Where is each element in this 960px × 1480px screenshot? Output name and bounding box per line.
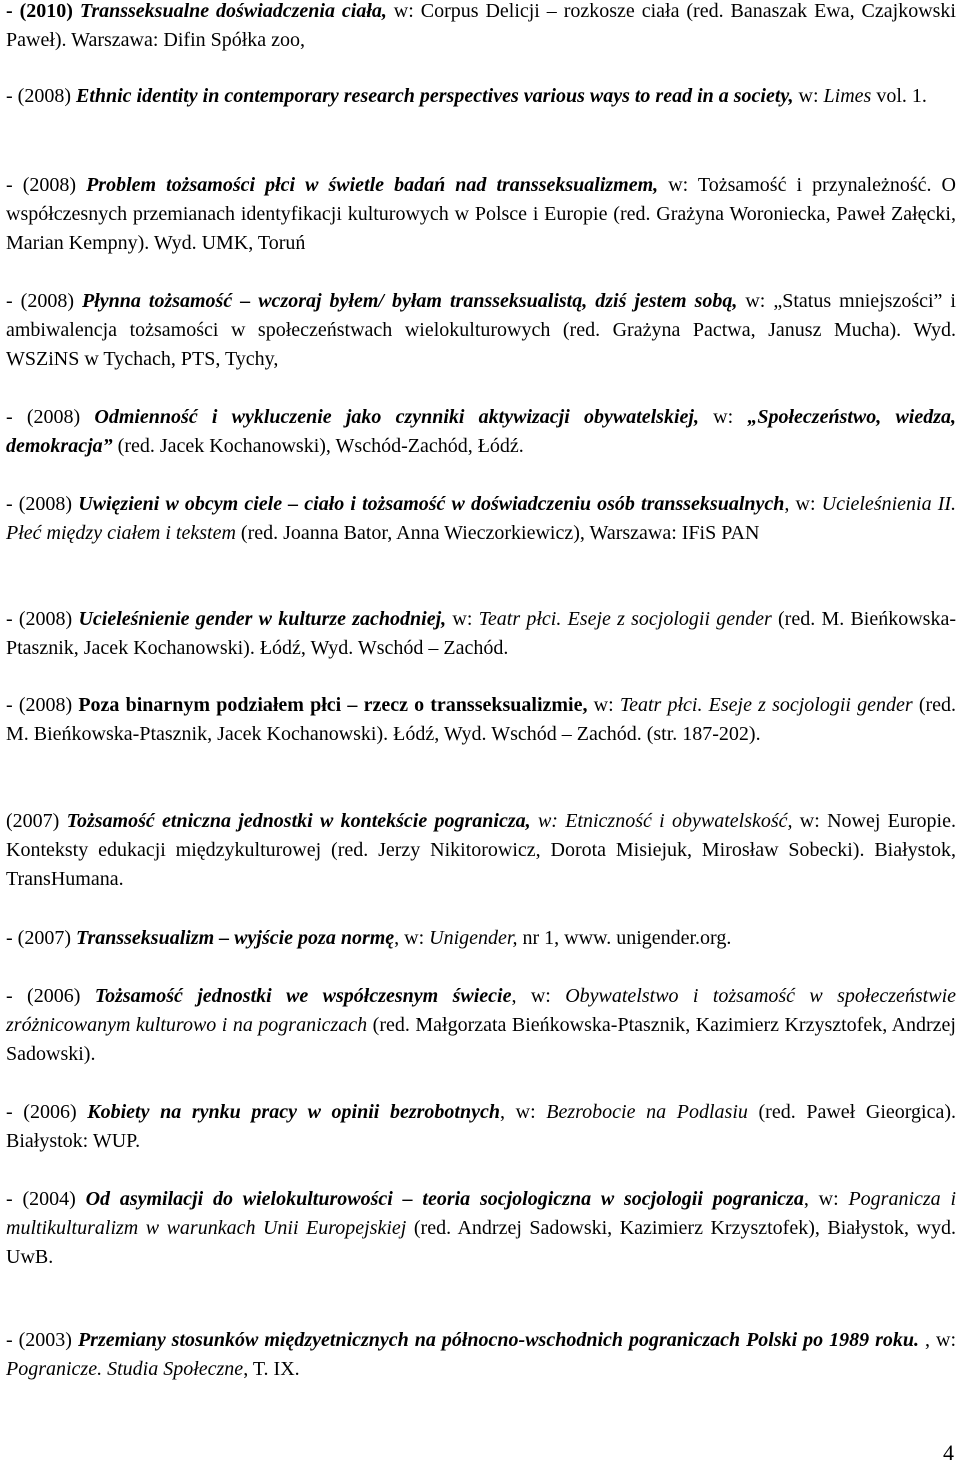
bibliography-entry — [6, 171, 956, 258]
entry-text-run: , T. IX. — [243, 1358, 300, 1380]
entry-text-run: (red. Małgorzata Bieńkowska-Ptasznik, Kazimierz Krzysztofek, Andrzej Sadowski). — [6, 1014, 956, 1065]
entry-text-run: Od asymilacji do wielokulturowości – teoria socjologiczna w socjologii pogranicza — [85, 1188, 804, 1210]
entry-text-run: w: — [793, 85, 824, 107]
bibliography-entry — [6, 982, 956, 1069]
entry-text-run: Transseksualizm – wyjście poza normę — [75, 927, 395, 949]
entry-text-run: w: Tożsamość i przynależność. O współczesnych przemianach identyfikacji kulturowych w Polsce i Europie (red. Grażyna Woroniecka, Paweł Załęcki, Marian Kempny). Wyd. UMK, Toruń — [6, 174, 956, 254]
entry-text-run: nr 1, www. unigender.org. — [517, 927, 732, 949]
bibliography-entry — [6, 490, 956, 548]
entry-text-run: - (2008) — [6, 608, 79, 630]
entry-text-run: - (2008) — [6, 290, 82, 312]
entry-text-run: Ucieleśnienia II. Płeć między ciałem i tekstem — [6, 493, 957, 544]
entry-text-run: Poza binarnym podziałem płci – rzecz o transseksualizmie, — [78, 694, 588, 716]
entry-text-run: (red. M. Bieńkowska-Ptasznik, Jacek Kochanowski). Łódź, Wyd. Wschód – Zachód. — [6, 608, 957, 659]
bibliography-entry — [6, 924, 956, 953]
entry-text-run: Płynna tożsamość – wczoraj byłem/ byłam transseksualistą, dziś jestem sobą, — [81, 290, 738, 312]
entry-text-run: Przemiany stosunków międzyetnicznych na północno-wschodnich pograniczach Polski po 1989 roku. — [77, 1329, 920, 1351]
entry-text-run: Tożsamość etniczna jednostki w kontekście pogranicza, — [66, 810, 531, 832]
bibliography-entry — [6, 1326, 956, 1384]
entry-text-run: - (2008) — [6, 493, 79, 515]
entry-text-run: - (2004) — [6, 1188, 86, 1210]
entry-text-run: Uwięzieni w obcym ciele – ciało i tożsamość w doświadczeniu osób transseksualnych — [78, 493, 785, 515]
entry-text-run: Pogranicze. Studia Społeczne — [6, 1358, 244, 1380]
entry-text-run: - (2006) — [6, 1101, 88, 1123]
entry-text-run: Tożsamość jednostki we współczesnym świecie — [94, 985, 512, 1007]
entry-text-run: - (2008) — [6, 85, 76, 107]
entry-text-run: w: Corpus Delicji – rozkosze ciała (red. Banaszak Ewa, Czajkowski Paweł). Warszawa: Difin Spółka zoo, — [6, 0, 956, 51]
entry-text-run: „Społeczeństwo, wiedza, demokracja” — [6, 406, 957, 457]
entry-text-run: w: — [587, 694, 620, 716]
entry-text-run: Transseksualne doświadczenia ciała, — [79, 0, 387, 22]
entry-text-run: (red. Joanna Bator, Anna Wieczorkiewicz), Warszawa: IFiS PAN — [235, 522, 760, 544]
entry-text-run: - (2003) — [6, 1329, 78, 1351]
bibliography-entry — [6, 1098, 956, 1156]
bibliography-entry — [6, 287, 956, 374]
bibliography-entry — [6, 403, 956, 461]
entry-text-run: Bezrobocie na Podlasiu — [546, 1101, 748, 1123]
entry-text-run: , w: — [499, 1101, 547, 1123]
entry-text-run: Unigender, — [429, 927, 518, 949]
bibliography-entry — [6, 605, 956, 663]
entry-text-run: , w: — [919, 1329, 956, 1351]
entry-text-run: Kobiety na rynku pracy w opinii bezrobotnych — [87, 1101, 500, 1123]
entry-text-run: Ethnic identity in contemporary research perspectives various ways to read in a society, — [75, 85, 794, 107]
entry-text-run: - (2008) — [6, 174, 87, 196]
bibliography-entry — [6, 691, 956, 749]
entry-text-run: (2007) — [6, 810, 67, 832]
entry-text-run: , w: — [394, 927, 430, 949]
bibliography-entry — [6, 807, 956, 894]
entry-text-run: , w: — [511, 985, 566, 1007]
entry-text-run: - (2006) — [6, 985, 95, 1007]
entry-text-run: (red. M. Bieńkowska-Ptasznik, Jacek Kochanowski). Łódź, Wyd. Wschód – Zachód. (str. 187-202). — [6, 694, 957, 745]
entry-text-run: , w: — [803, 1188, 849, 1210]
bibliography-entry — [6, 82, 956, 111]
entry-text-run: w: — [530, 810, 566, 832]
entry-text-run: w: Nowej Europie. Konteksty edukacji międzykulturowej (red. Jerzy Nikitorowicz, Dorota Misiejuk, Mirosław Sobecki). Białystok, TransHumana. — [6, 810, 956, 890]
entry-text-run: Etniczność i obywatelskość, — [565, 810, 793, 832]
entry-text-run: Ucieleśnienie gender w kulturze zachodniej, — [78, 608, 447, 630]
entry-text-run: - (2008) — [6, 406, 95, 428]
entry-text-run: - (2008) — [6, 694, 79, 716]
entry-text-run: , w: — [784, 493, 822, 515]
entry-text-run: vol. 1. — [871, 85, 927, 107]
entry-text-run: Pogranicza i multikulturalizm w warunkach Unii Europejskiej — [6, 1188, 957, 1239]
entry-text-run: (red. Jacek Kochanowski), Wschód-Zachód, Łódź. — [112, 435, 524, 457]
entry-text-run: Limes — [823, 85, 872, 107]
bibliography-entry — [6, 0, 956, 55]
entry-text-run: Teatr płci. Eseje z socjologii gender — [619, 694, 913, 716]
entry-text-run: Teatr płci. Eseje z socjologii gender — [478, 608, 772, 630]
bibliography-entry — [6, 1185, 956, 1272]
entry-text-run: Problem tożsamości płci w świetle badań nad transseksualizmem, — [86, 174, 659, 196]
entry-text-run: (red. Paweł Gieorgica). Białystok: WUP. — [6, 1101, 957, 1152]
entry-text-run: (red. Andrzej Sadowski, Kazimierz Krzysztofek), Białystok, wyd. UwB. — [6, 1217, 956, 1268]
entry-text-run: w: „Status mniejszości” i ambiwalencja tożsamości w społeczeństwach wielokulturowych (red. Grażyna Pactwa, Janusz Mucha). Wyd. WSZiNS w Tychach, PTS, Tychy, — [6, 290, 956, 370]
entry-text-run: w: — [698, 406, 748, 428]
entry-text-run: - (2007) — [6, 927, 76, 949]
entry-text-run: - (2010) — [6, 0, 80, 22]
entry-text-run: Obywatelstwo i tożsamość w społeczeństwie zróżnicowanym kulturowo i na pograniczach — [6, 985, 956, 1036]
entry-text-run: w: — [446, 608, 479, 630]
page-number: 4 — [943, 1440, 954, 1465]
entry-text-run: Odmienność i wykluczenie jako czynniki aktywizacji obywatelskiej, — [94, 406, 699, 428]
